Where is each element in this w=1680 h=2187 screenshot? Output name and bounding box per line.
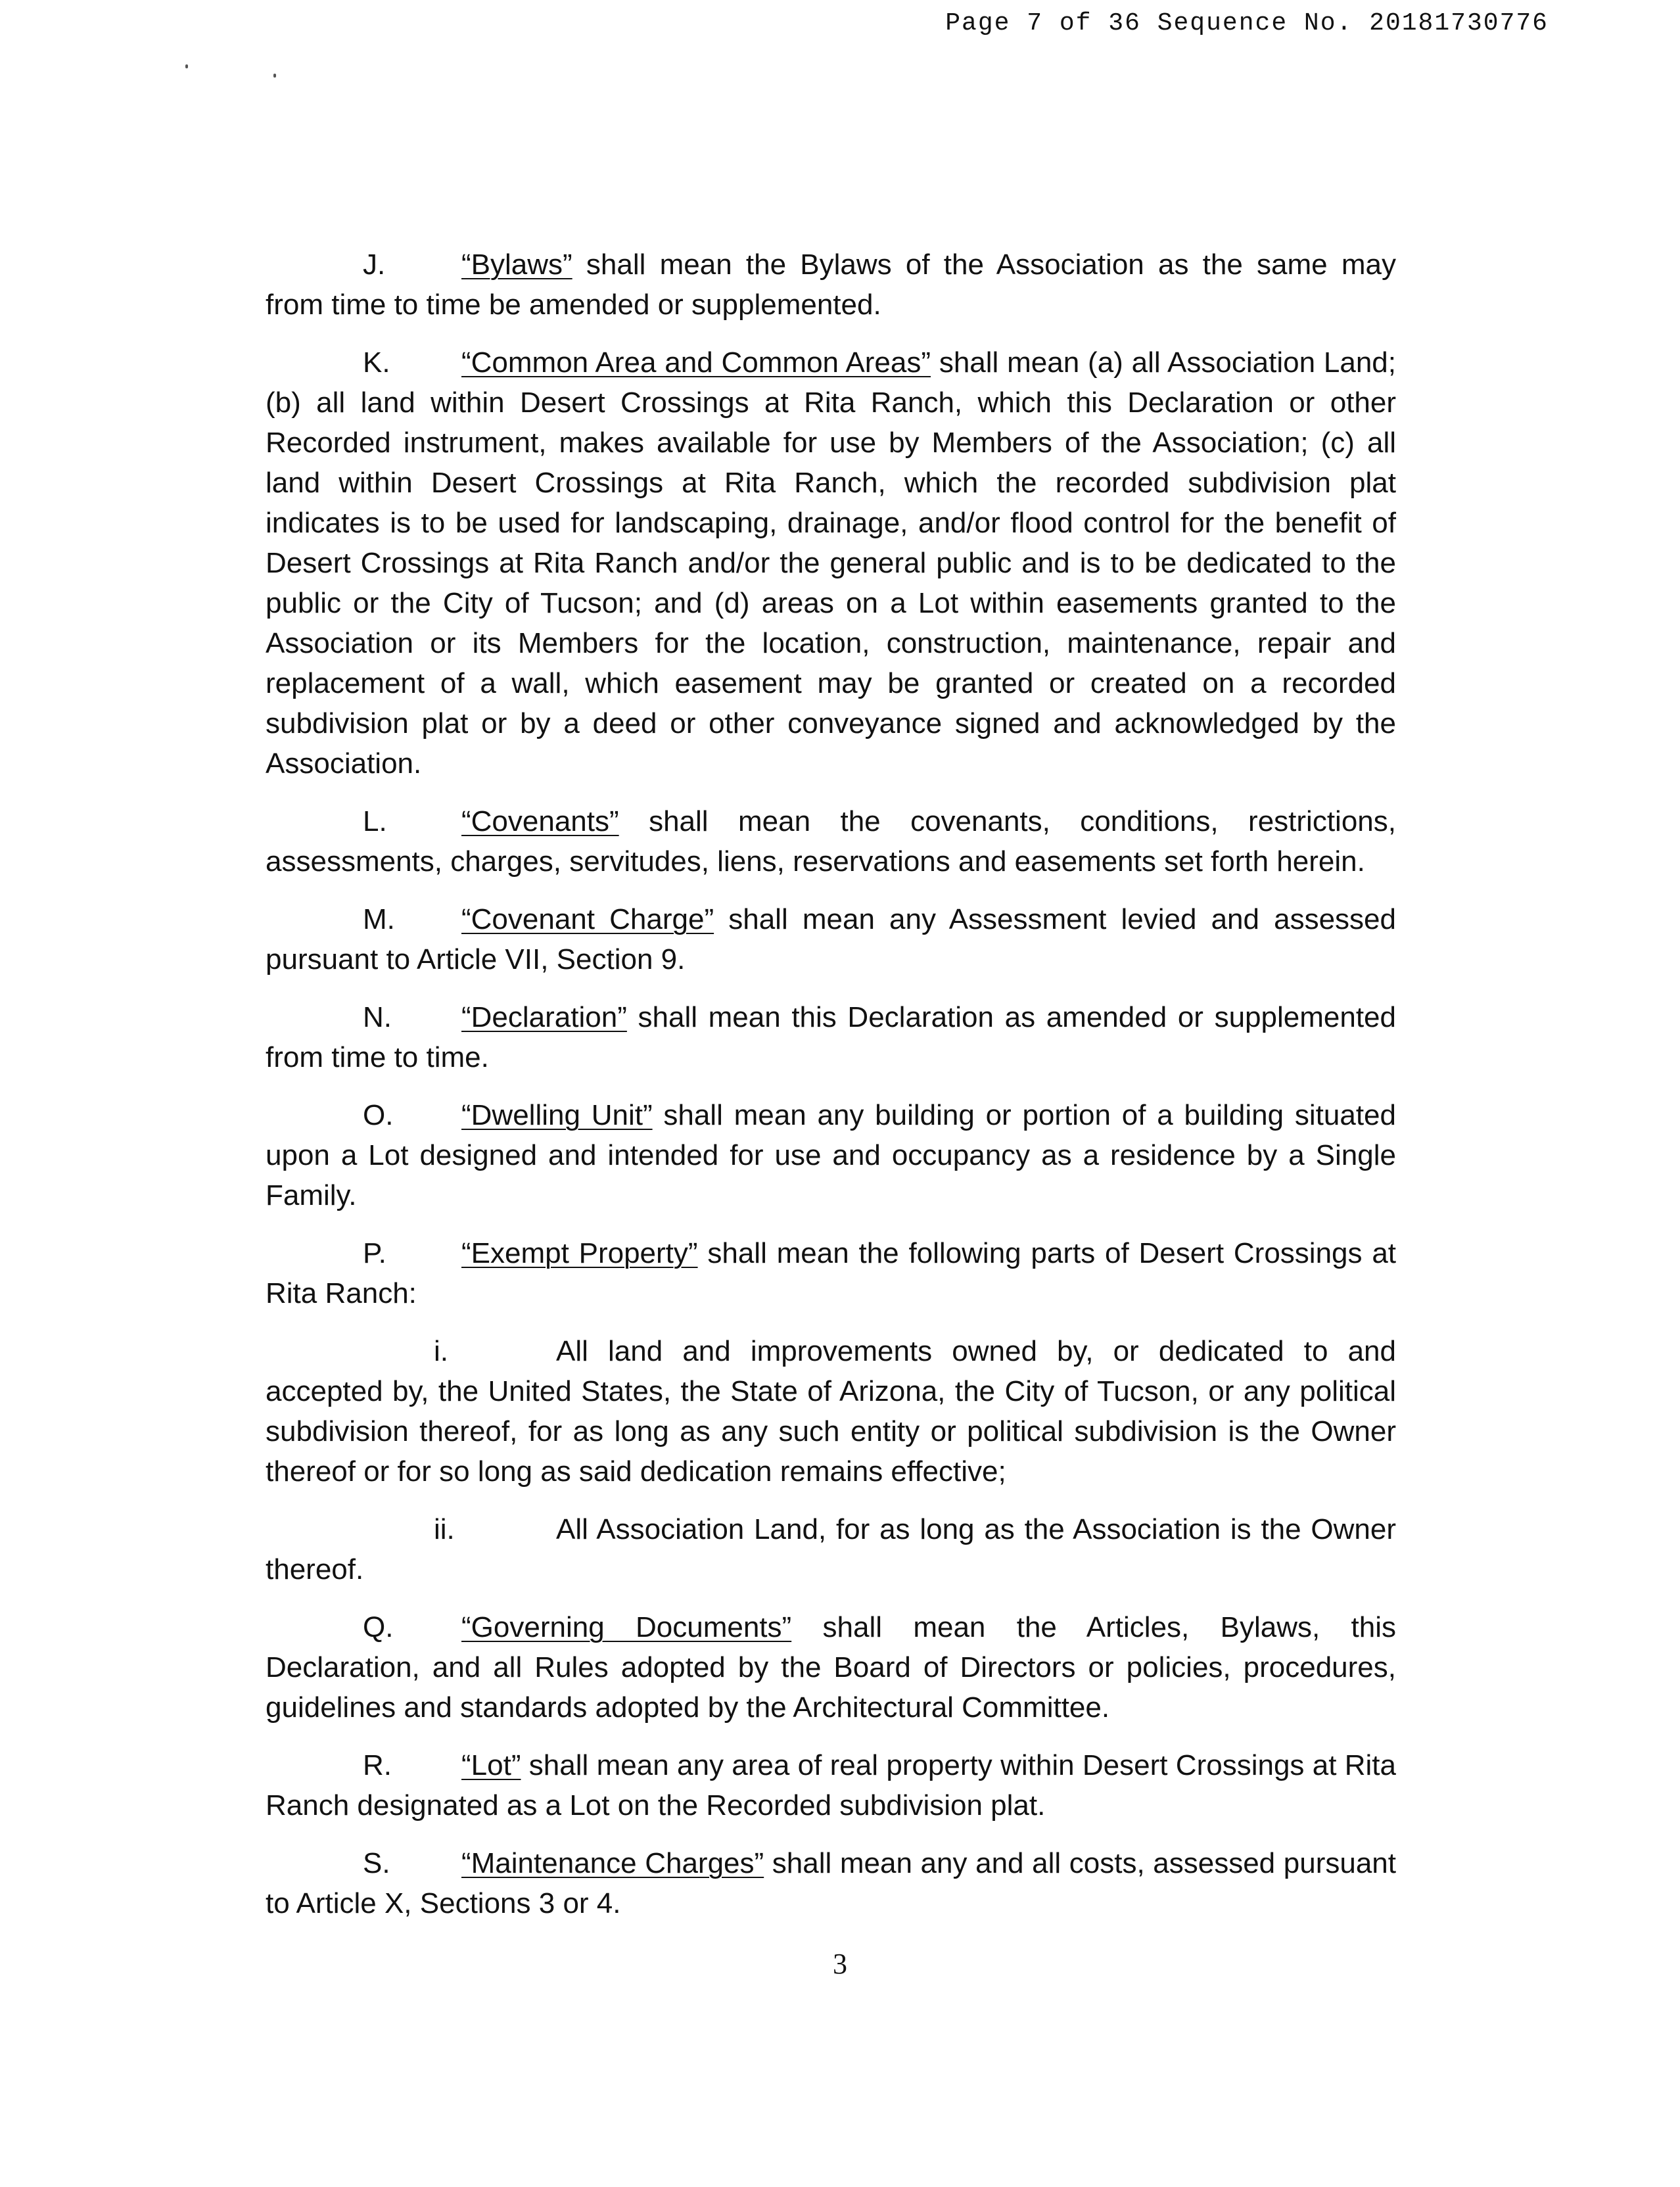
definition-k [266, 342, 1396, 784]
definition-term: “Lot” [461, 1749, 521, 1781]
document-body [266, 245, 1396, 1941]
definition-letter: O. [363, 1099, 394, 1131]
definition-letter: S. [363, 1847, 390, 1879]
definition-text: shall mean any Assessment levied and assessed pursuant to Article VII, Section 9. [266, 903, 1396, 976]
definition-text: shall mean (a) all Association Land; (b) all land within Desert Crossings at Rita Ranch, which this Declaration or other Recorded instrument, makes available for use by Members of the Association; (c) all land within Desert Crossings at Rita Ranch, which the recorded subdivision plat indicates is to be used for landscaping, drainage, and/or flood control for the benefit of Desert Crossings at Rita Ranch and/or the general public and is to be dedicated to the public or the City of Tucson; and (d) areas on a Lot within easements granted to the Association or its Members for the location, construction, maintenance, repair and replacement of a wall, which easement may be granted or created on a recorded subdivision plat or by a deed or other conveyance signed and acknowledged by the Association. [266, 346, 1396, 780]
definition-term: “Exempt Property” [461, 1237, 698, 1269]
definition-term: “Covenant Charge” [461, 903, 714, 935]
exempt-item-number: ii. [434, 1513, 455, 1545]
definition-letter: M. [363, 903, 395, 935]
definition-l [266, 801, 1396, 882]
definition-letter: N. [363, 1001, 392, 1033]
exempt-item-ii [266, 1509, 1396, 1589]
definition-j [266, 245, 1396, 325]
page-sequence-header: Page 7 of 36 Sequence No. 20181730776 [945, 9, 1549, 37]
definition-text: shall mean any area of real property within Desert Crossings at Rita Ranch designated as a Lot on the Recorded subdivision plat. [266, 1749, 1396, 1822]
scan-speck [273, 74, 276, 78]
definition-term: “Common Area and Common Areas” [461, 346, 931, 379]
definition-q [266, 1607, 1396, 1728]
definition-letter: Q. [363, 1611, 394, 1643]
definition-text: shall mean any and all costs, assessed pursuant to Article X, Sections 3 or 4. [266, 1847, 1396, 1919]
exempt-item-i [266, 1331, 1396, 1492]
definition-p [266, 1233, 1396, 1313]
exempt-item-number: i. [434, 1335, 448, 1367]
exempt-item-text: All land and improvements owned by, or dedicated to and accepted by, the United States, the State of Arizona, the City of Tucson, or any political subdivision thereof, for as long as any such entity or political subdivision is the Owner thereof or for so long as said dedication remains effective; [266, 1335, 1396, 1488]
definition-o [266, 1095, 1396, 1215]
definition-term: “Governing Documents” [461, 1611, 792, 1643]
definition-term: “Dwelling Unit” [461, 1099, 653, 1131]
definition-letter: R. [363, 1749, 392, 1781]
definition-term: “Covenants” [461, 805, 619, 837]
definition-letter: L. [363, 805, 387, 837]
definition-term: “Maintenance Charges” [461, 1847, 764, 1879]
definition-text: shall mean the Bylaws of the Association as the same may from time to time be amended or supplemented. [266, 248, 1396, 321]
definition-letter: J. [363, 248, 386, 281]
definition-text: shall mean the covenants, conditions, restrictions, assessments, charges, servitudes, liens, reservations and easements set forth herein. [266, 805, 1396, 878]
definition-text: shall mean any building or portion of a building situated upon a Lot designed and intended for use and occupancy as a residence by a Single Family. [266, 1099, 1396, 1211]
definition-s [266, 1843, 1396, 1923]
scan-speck [185, 64, 188, 68]
exempt-item-text: All Association Land, for as long as the Association is the Owner thereof. [266, 1513, 1396, 1586]
definition-term: “Declaration” [461, 1001, 627, 1033]
definition-text: shall mean the Articles, Bylaws, this Declaration, and all Rules adopted by the Board of Directors or policies, procedures, guidelines and standards adopted by the Architectural Committee. [266, 1611, 1396, 1724]
page-number: 3 [833, 1948, 847, 1980]
definition-n [266, 997, 1396, 1077]
definition-letter: P. [363, 1237, 386, 1269]
definition-letter: K. [363, 346, 390, 379]
definition-text: shall mean this Declaration as amended or supplemented from time to time. [266, 1001, 1396, 1073]
definition-text: shall mean the following parts of Desert Crossings at Rita Ranch: [266, 1237, 1397, 1309]
definition-term: “Bylaws” [461, 248, 572, 281]
definition-r [266, 1745, 1396, 1825]
definition-m [266, 899, 1396, 979]
